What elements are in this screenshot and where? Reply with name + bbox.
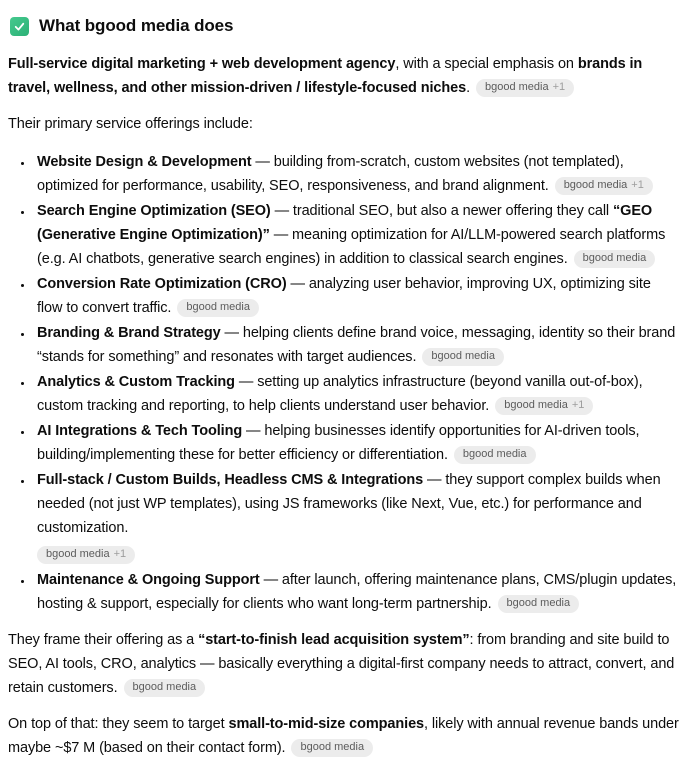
check-icon (10, 17, 29, 36)
body-text: — they support complex builds when needed (not just WP templates), using JS frameworks (like Next, Vue, etc.) for performance and customization. (37, 472, 661, 536)
citation-pill[interactable] (177, 299, 259, 317)
emphasis-text: brands in travel, wellness, and other mission-driven / lifestyle-focused niches (8, 56, 643, 96)
service-item (34, 272, 679, 320)
service-item (34, 199, 679, 271)
citation-pill[interactable] (422, 348, 504, 366)
citation-source-label: bgood media (46, 548, 110, 560)
citation-source-label: bgood media (300, 741, 365, 753)
service-item (34, 370, 679, 418)
citation-pill[interactable] (495, 397, 593, 415)
emphasis-text: Maintenance & Ongoing Support (37, 572, 260, 588)
page-title (10, 14, 679, 38)
citation-source-label: bgood media (485, 81, 549, 93)
citation-source-label: bgood media (506, 597, 571, 609)
body-text: — building from-scratch, custom websites (not templated), optimized for performance, usability, SEO, responsiveness, and brand alignment. (37, 154, 624, 194)
page-title-text: What bgood media does (39, 16, 234, 35)
citation-pill[interactable] (476, 79, 574, 97)
emphasis-text: Full-service digital marketing + web development agency (8, 56, 396, 72)
citation-pill[interactable] (291, 739, 373, 757)
emphasis-text: AI Integrations & Tech Tooling (37, 423, 243, 439)
service-item (34, 321, 679, 369)
citation-pill[interactable] (454, 446, 536, 464)
emphasis-text: Conversion Rate Optimization (CRO) (37, 276, 287, 292)
citation-pill[interactable] (124, 679, 206, 697)
citation-source-label: bgood media (462, 448, 527, 460)
emphasis-text: Branding & Brand Strategy (37, 325, 221, 341)
emphasis-text: Full-stack / Custom Builds, Headless CMS & Integrations (37, 472, 424, 488)
citation-plus-count: +1 (552, 81, 566, 93)
service-list (8, 150, 679, 616)
citation-plus-count: +1 (571, 399, 585, 411)
citation-pill[interactable] (498, 595, 580, 613)
service-item (34, 419, 679, 467)
body-text: . (466, 80, 470, 96)
service-item (34, 568, 679, 616)
citation-source-label: bgood media (132, 681, 197, 693)
body-text: — setting up analytics infrastructure (beyond vanilla out-of-box), custom tracking and reporting, to help clients understand user behavior. (37, 374, 643, 414)
body-text: , likely with annual revenue bands under maybe ~$7 M (based on their contact form). (8, 716, 679, 756)
emphasis-text: Analytics & Custom Tracking (37, 374, 235, 390)
body-text: — helping businesses identify opportunities for AI-driven tools, building/implementing these for better efficiency or differentiation. (37, 423, 640, 463)
emphasis-text: “start-to-finish lead acquisition system” (198, 632, 470, 648)
citation-plus-count: +1 (113, 548, 127, 560)
lead-in-paragraph: Their primary service offerings include: (8, 116, 253, 132)
emphasis-text: “GEO (Generative Engine Optimization)” (37, 203, 653, 243)
citation-source-label: bgood media (582, 252, 647, 264)
emphasis-text: Website Design & Development (37, 154, 252, 170)
citation-pill[interactable] (555, 177, 653, 195)
citation-source-label: bgood media (431, 350, 495, 362)
citation-plus-count: +1 (631, 179, 644, 191)
body-text: They frame their offering as a (8, 632, 199, 648)
citation-pill[interactable] (37, 546, 135, 564)
body-text: : from branding and site build to SEO, AI tools, CRO, analytics — basically everything a digital-first company needs to attract, convert, and retain customers. (8, 632, 675, 696)
body-text: , with a special emphasis on (395, 56, 578, 72)
citation-line (37, 543, 679, 567)
service-item (34, 150, 679, 198)
citation-pill[interactable] (574, 250, 656, 268)
intro-paragraph (8, 52, 679, 100)
emphasis-text: small-to-mid-size companies (228, 716, 424, 732)
body-text: — traditional SEO, but also a newer offering they call (270, 203, 613, 219)
citation-source-label: bgood media (186, 301, 250, 313)
target-note-paragraph (8, 712, 679, 760)
service-item (34, 468, 679, 567)
body-text: — meaning optimization for AI/LLM-powered search platforms (e.g. AI chatbots, generative search engines) in addition to classical search engines. (37, 227, 666, 267)
body-text: — helping clients define brand voice, messaging, identity so their brand “stands for something” and resonates with target audiences. (37, 325, 676, 365)
body-text: — after launch, offering maintenance plans, CMS/plugin updates, hosting & support, especially for clients who want long-term partnership. (37, 572, 677, 612)
emphasis-text: Search Engine Optimization (SEO) (37, 203, 271, 219)
citation-source-label: bgood media (563, 179, 628, 191)
summary-paragraph (8, 628, 679, 700)
body-text: — analyzing user behavior, improving UX, optimizing site flow to convert traffic. (37, 276, 651, 316)
citation-source-label: bgood media (504, 399, 568, 411)
body-text: On top of that: they seem to target (8, 716, 229, 732)
